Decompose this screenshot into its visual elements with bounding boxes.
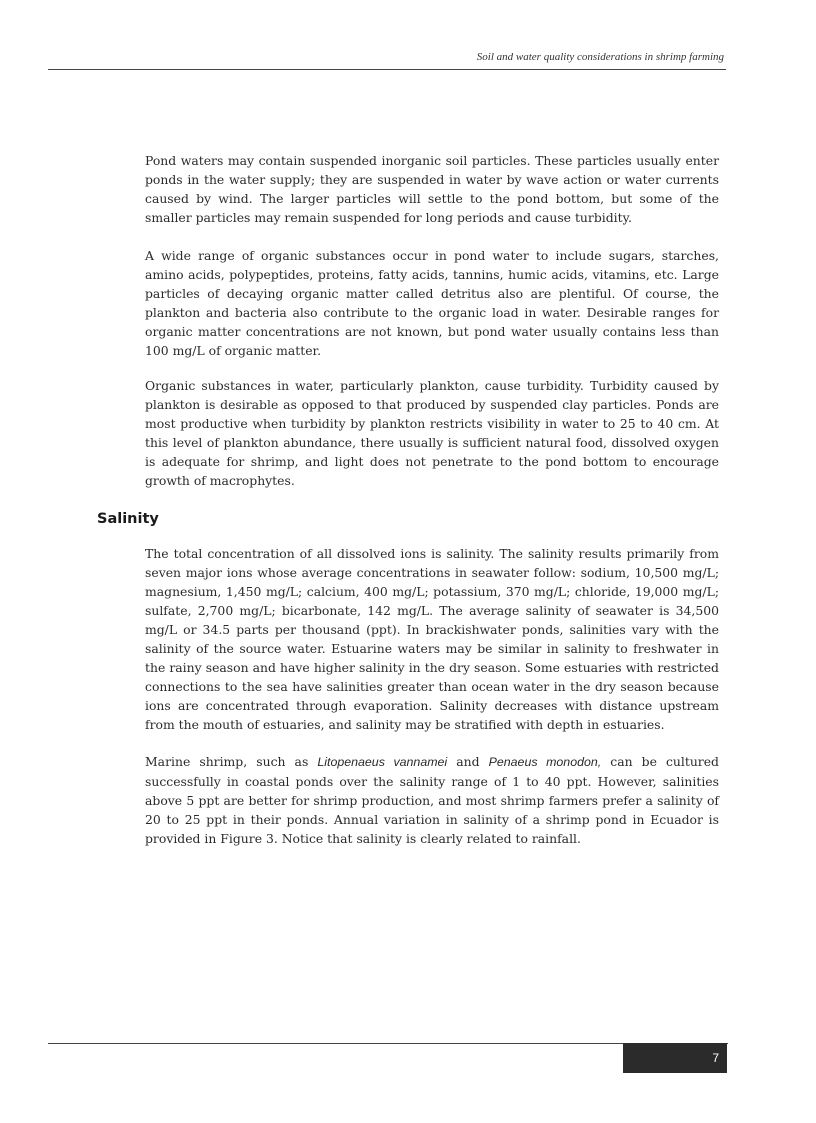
text-run: can be cultured successfully in coastal ponds over the salinity range of 1 to 40 ppt. However, salinities above 5 ppt are better for shrimp production, and most shrimp farmers prefer a salinity of 20 to 25 ppt in their ponds. Annual variation in salinity of a shrimp pond in Ecuador is provided in Figure 3. Notice that salinity is clearly related to rainfall. — [145, 754, 719, 846]
page-number: 7 — [712, 1051, 719, 1065]
page-number-box — [623, 1043, 727, 1073]
species-name: Penaeus monodon, — [488, 755, 602, 769]
paragraph-salinity-definition — [145, 544, 719, 734]
running-header: Soil and water quality considerations in shrimp farming — [476, 51, 724, 63]
paragraph-text: Organic substances in water, particularly plankton, cause turbidity. Turbidity caused by plankton is desirable as opposed to that produced by suspended clay particles. Ponds are most productive when turbidity by plankton restricts visibility in water to 25 to 40 cm. At this level of plankton abundance, there usually is sufficient natural food, dissolved oxygen is adequate for shrimp, and light does not penetrate to the pond bottom to encourage growth of macrophytes. — [145, 378, 719, 488]
paragraph-text — [145, 752, 719, 848]
text-run: and — [447, 754, 489, 769]
paragraph-marine-shrimp — [145, 752, 719, 848]
species-name: Litopenaeus vannamei — [317, 755, 448, 769]
paragraph-organic-substances — [145, 246, 719, 360]
paragraph-turbidity — [145, 376, 719, 490]
text-run: Marine shrimp, such as — [145, 754, 318, 769]
paragraph-text: A wide range of organic substances occur in pond water to include sugars, starches, amino acids, polypeptides, proteins, fatty acids, tannins, humic acids, vitamins, etc. Large particles of decaying organic matter called detritus also are plentiful. Of course, the plankton and bacteria also contribute to the organic load in water. Desirable ranges for organic matter concentrations are not known, but pond water usually contains less than 100 mg/L of organic matter. — [145, 248, 719, 358]
paragraph-text: The total concentration of all dissolved ions is salinity. The salinity results primarily from seven major ions whose average concentrations in seawater follow: sodium, 10,500 mg/L; magnesium, 1,450 mg/L; calcium, 400 mg/L; potassium, 370 mg/L; chloride, 19,000 mg/L; sulfate, 2,700 mg/L; bicarbonate, 142 mg/L. The average salinity of seawater is 34,500 mg/L or 34.5 parts per thousand (ppt). In brackishwater ponds, salinities vary with the salinity of the source water. Estuarine waters may be similar in salinity to freshwater in the rainy season and have higher salinity in the dry season. Some estuaries with restricted connections to the sea have salinities greater than ocean water in the dry season because ions are concentrated through evaporation. Salinity decreases with distance upstream from the mouth of estuaries, and salinity may be stratified with depth in estuaries. — [145, 546, 719, 732]
header-rule — [48, 69, 726, 70]
paragraph-suspended-particles — [145, 151, 719, 227]
paragraph-text: Pond waters may contain suspended inorganic soil particles. These particles usually enter ponds in the water supply; they are suspended in water by wave action or water currents caused by wind. The larger particles will settle to the pond bottom, but some of the smaller particles may remain suspended for long periods and cause turbidity. — [145, 153, 719, 225]
section-heading-salinity: Salinity — [97, 511, 159, 527]
